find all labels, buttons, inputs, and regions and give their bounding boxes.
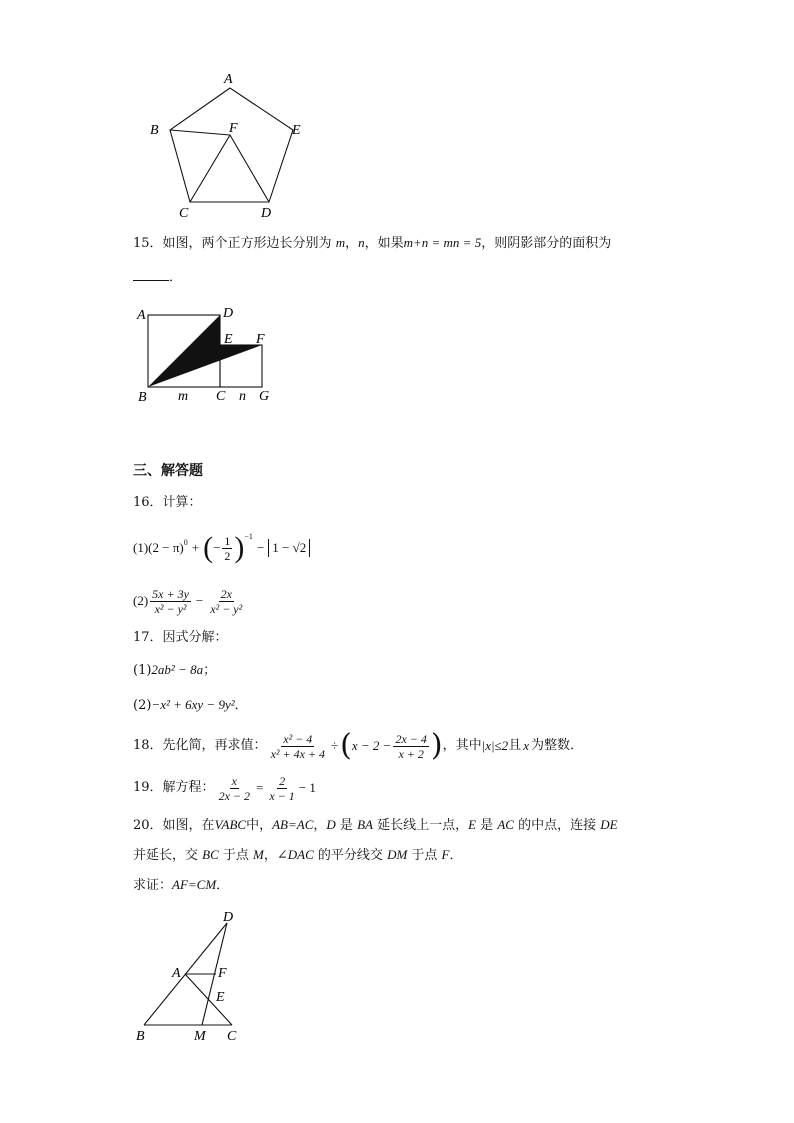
label-D: D: [223, 910, 234, 925]
point-D: D: [326, 817, 336, 832]
label-C: C: [216, 389, 226, 403]
label-B: B: [138, 390, 147, 403]
q15-text-after: ，则阴影部分的面积为: [481, 236, 612, 251]
minus-sign: −: [195, 593, 204, 608]
q16-part1: [133, 530, 310, 566]
label-n: n: [239, 389, 246, 403]
label-A: A: [172, 966, 181, 981]
minus-sign: −: [213, 540, 221, 555]
frac-den: x² + 4x + 4: [270, 746, 326, 761]
label-D: D: [261, 206, 272, 221]
text: ．: [216, 878, 230, 893]
frac-num: 1: [224, 533, 231, 548]
point-F: F: [441, 847, 450, 862]
part-label: (1): [133, 663, 152, 678]
q18-number: 18．: [133, 738, 163, 753]
q17-title-text: 因式分解：: [162, 630, 228, 645]
q15-number: 15．: [133, 236, 163, 251]
frac-den: x − 1: [269, 788, 295, 803]
label-A: A: [137, 308, 146, 323]
frac-den: 2x − 2: [218, 788, 250, 803]
label-C: C: [179, 206, 189, 221]
section-title: 三、解答题: [133, 463, 203, 479]
var-m: m: [335, 235, 346, 250]
label-A: A: [224, 72, 233, 87]
text: ，: [313, 818, 327, 833]
segment-DM: DM: [387, 847, 408, 862]
q18-line: [133, 728, 583, 764]
text: ，: [263, 848, 277, 863]
text: 如图，在: [162, 818, 215, 833]
frac-num: x² − 4: [283, 731, 313, 746]
label-E: E: [216, 990, 225, 1005]
comma: ，: [345, 236, 359, 251]
q18-text-after: ，其中: [442, 738, 482, 753]
frac-num: 2x: [220, 586, 232, 601]
label-G: G: [259, 389, 270, 403]
segment-BA: BA: [357, 817, 373, 832]
answer-blank: [133, 268, 169, 281]
part-label: (2): [133, 698, 152, 713]
segment-AC: AC: [497, 817, 514, 832]
equal-sign: =: [256, 780, 264, 795]
label-F: F: [256, 332, 265, 347]
paren-left: (: [203, 531, 214, 564]
paren-right: ): [234, 531, 245, 564]
q19-line: [133, 770, 316, 806]
q19-number: 19．: [133, 780, 163, 795]
point-M: M: [253, 847, 264, 862]
text: 是: [476, 818, 498, 833]
frac-num: 2: [279, 773, 286, 788]
angle-DAC: ∠DAC: [276, 847, 314, 862]
and-text: 且: [508, 738, 522, 753]
frac-den: x² − y²: [154, 601, 187, 616]
label-E: E: [224, 332, 233, 347]
q16-title: [133, 494, 202, 512]
paren-right: ): [430, 728, 443, 763]
triangle-symbol: VABC: [214, 817, 247, 832]
label-m: m: [178, 389, 189, 403]
label-F: F: [229, 121, 238, 136]
frac-den: x² − y²: [210, 601, 243, 616]
part-label: (1): [133, 540, 149, 555]
text: 的中点，连接: [513, 818, 601, 833]
q15-text: [133, 234, 611, 253]
q15-condition: m+n = mn = 5: [403, 235, 482, 250]
text: 的平分线交: [313, 848, 388, 863]
q17-p1-expr: 2ab² − 8a: [151, 662, 204, 677]
q17-p2-expr: −x² + 6xy − 9y²: [151, 697, 235, 712]
frac-den: 2: [224, 548, 231, 563]
q15-text-mid: ，如果: [364, 236, 404, 251]
int-text: 为整数．: [530, 738, 583, 753]
fraction-half: [222, 534, 232, 563]
text: 是: [335, 818, 358, 833]
frac-num: 5x + 3y: [152, 586, 189, 601]
q20-line2: [133, 846, 463, 865]
divide-sign: ÷: [331, 738, 339, 753]
var-n: n: [358, 235, 365, 250]
q16-part2: [133, 583, 246, 619]
paren-left: (: [340, 728, 352, 763]
text: 于点: [218, 848, 254, 863]
exp-neg1: −1: [244, 532, 253, 541]
plus-sign: +: [191, 540, 200, 555]
abs-value: 1 − √2: [268, 539, 310, 557]
text: 求证：: [133, 878, 173, 893]
frac-num: x: [231, 773, 237, 788]
q17-part2: [133, 696, 248, 715]
frac-den: x + 2: [398, 746, 424, 761]
paren-expr: x − 2 −: [351, 738, 392, 753]
prove-expr: AF=CM: [172, 877, 217, 892]
q15-text-before: 如图，两个正方形边长分别为: [162, 236, 336, 251]
text: 并延长，交: [133, 848, 203, 863]
text: 中，: [246, 818, 273, 833]
segment-DE: DE: [600, 817, 618, 832]
fraction-1: [150, 587, 191, 616]
text: 于点: [407, 848, 442, 863]
squares-figure: [130, 303, 280, 403]
part-label: (2): [133, 593, 149, 608]
pentagon-figure: [140, 68, 320, 223]
fraction-2: [208, 587, 244, 616]
fraction-2: [393, 732, 428, 761]
fraction-1: [269, 732, 327, 761]
q16-p1-base: (2 − π): [148, 540, 184, 555]
q15-blank-line: [133, 268, 182, 287]
q20-line1: [133, 816, 618, 835]
q18-text: 先化简，再求值：: [162, 738, 267, 753]
label-E: E: [292, 123, 301, 138]
label-F: F: [218, 966, 227, 981]
segment-BC: BC: [202, 847, 219, 862]
fraction-2: [267, 774, 296, 803]
abs-condition: |x|≤2: [481, 738, 509, 753]
q17-p1-end: ；: [203, 663, 217, 678]
q17-p2-end: ．: [234, 698, 248, 713]
text: ．: [449, 848, 463, 863]
label-M: M: [194, 1029, 206, 1044]
fraction-1: [217, 774, 252, 803]
q20-prove: [133, 876, 229, 895]
triangle-figure: [130, 905, 260, 1045]
label-C: C: [227, 1029, 237, 1044]
point-E: E: [468, 817, 477, 832]
text: 延长线上一点，: [372, 818, 469, 833]
label-B: B: [136, 1029, 145, 1044]
ab-eq-ac: AB=AC: [272, 817, 314, 832]
q17-part1: [133, 661, 216, 680]
var-x: x: [523, 738, 529, 753]
q20-number: 20．: [133, 818, 163, 833]
label-B: B: [150, 123, 159, 138]
label-D: D: [223, 306, 234, 321]
q17-number: 17．: [133, 630, 163, 645]
q16-number: 16．: [133, 495, 163, 510]
minus-sign: −: [256, 540, 265, 555]
frac-num: 2x − 4: [395, 731, 427, 746]
minus-one: − 1: [298, 780, 316, 795]
q16-title-text: 计算：: [162, 495, 202, 510]
q19-text: 解方程：: [162, 780, 215, 795]
q16-p1-exp0: 0: [183, 538, 188, 547]
q17-title: [133, 629, 228, 647]
q15-end: ．: [169, 270, 183, 285]
